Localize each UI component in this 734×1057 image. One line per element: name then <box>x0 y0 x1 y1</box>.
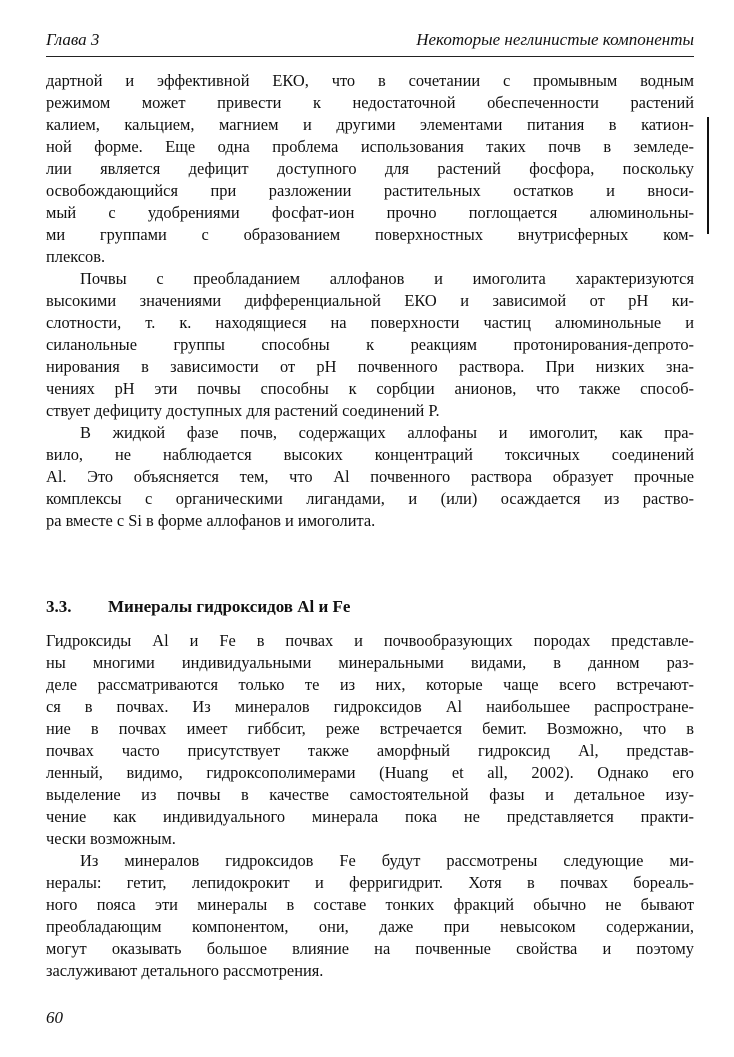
text-line: ствует дефициту доступных для растений соединений Р. <box>46 401 440 420</box>
text-line: выделение из почвы в качестве самостоятельной фазы и детальное изу- <box>46 785 694 804</box>
text-line: ного пояса эти минералы в составе тонких фракций обычно не бывают <box>46 895 694 914</box>
text-line: комплексы с органическими лигандами, и (или) осаждается из раство- <box>46 489 694 508</box>
body-text-top <box>46 70 694 532</box>
text-line: ми группами с образованием поверхностных внутрисферных ком- <box>46 225 694 244</box>
text-line: Al. Это объясняется тем, что Al почвенного раствора образует прочные <box>46 467 694 486</box>
text-line: ние в почвах имеет гиббсит, реже встречается бемит. Возможно, что в <box>46 719 694 738</box>
text-line: освобождающийся при разложении растительных остатков и вноси- <box>46 181 694 200</box>
text-line: ся в почвах. Из минералов гидроксидов Al наибольшее распростране- <box>46 697 694 716</box>
text-line: Гидроксиды Al и Fe в почвах и почвообразующих породах представле- <box>46 631 694 650</box>
text-line: могут оказывать большое влияние на почвенные свойства и поэтому <box>46 939 694 958</box>
text-line: силанольные группы способны к реакциям протонирования-депрото- <box>46 335 694 354</box>
text-line: Из минералов гидроксидов Fe будут рассмотрены следующие ми- <box>80 851 694 870</box>
running-head <box>46 30 694 54</box>
text-line: ной форме. Еще одна проблема использования таких почв в земледе- <box>46 137 694 156</box>
text-line: В жидкой фазе почв, содержащих аллофаны и имоголит, как пра- <box>80 423 694 442</box>
text-line: деле рассматриваются только те из них, которые чаще всего встречают- <box>46 675 694 694</box>
text-line: нирования в зависимости от pH почвенного раствора. При низких зна- <box>46 357 694 376</box>
text-line: заслуживают детального рассмотрения. <box>46 961 324 980</box>
text-line: Почвы с преобладанием аллофанов и имоголита характеризуются <box>80 269 694 288</box>
section-heading <box>46 596 350 618</box>
text-line: плексов. <box>46 247 106 266</box>
text-line: чески возможным. <box>46 829 176 848</box>
paragraph <box>46 850 694 982</box>
chapter-title: Некоторые неглинистые компоненты <box>416 30 694 49</box>
text-line: ленный, видимо, гидроксополимерами (Huang et all, 2002). Однако его <box>46 763 694 782</box>
text-line: высокими значениями дифференциальной ЕКО и зависимой от pH ки- <box>46 291 694 310</box>
text-line: ны многими индивидуальными минеральными видами, в данном раз- <box>46 653 694 672</box>
text-line: режимом может привести к недостаточной обеспеченности растений <box>46 93 694 112</box>
page-number: 60 <box>46 1008 63 1027</box>
text-line: ра вместе с Si в форме аллофанов и имоголита. <box>46 511 376 530</box>
paragraph <box>46 422 694 532</box>
text-line: чениях pH эти почвы способны к сорбции анионов, что также способ- <box>46 379 694 398</box>
text-line: почвах часто присутствует также аморфный гидроксид Al, представ- <box>46 741 694 760</box>
text-line: слотности, т. к. находящиеся на поверхности частиц алюминольные и <box>46 313 694 332</box>
text-line: калием, кальцием, магнием и другими элементами питания в катион- <box>46 115 694 134</box>
text-line: мый с удобрениями фосфат-ион прочно поглощается алюминольны- <box>46 203 694 222</box>
section-number: 3.3. <box>46 597 72 616</box>
text-line: дартной и эффективной ЕКО, что в сочетании с промывным водным <box>46 71 694 90</box>
chapter-label: Глава 3 <box>46 30 100 49</box>
text-line: нералы: гетит, лепидокрокит и ферригидрит. Хотя в почвах бореаль- <box>46 873 694 892</box>
text-line: лии является дефицит доступного для растений фосфора, поскольку <box>46 159 694 178</box>
header-rule <box>46 56 694 57</box>
body-text-bottom <box>46 630 694 982</box>
paragraph <box>46 70 694 268</box>
section-title: Минералы гидроксидов Al и Fe <box>108 597 351 616</box>
text-line: преобладающим компонентом, они, даже при невысоком содержании, <box>46 917 694 936</box>
text-line: вило, не наблюдается высоких концентраций токсичных соединений <box>46 445 694 464</box>
text-line: чение как индивидуального минерала пока не представляется практи- <box>46 807 694 826</box>
paragraph <box>46 268 694 422</box>
paragraph <box>46 630 694 850</box>
margin-change-bar <box>707 117 709 234</box>
